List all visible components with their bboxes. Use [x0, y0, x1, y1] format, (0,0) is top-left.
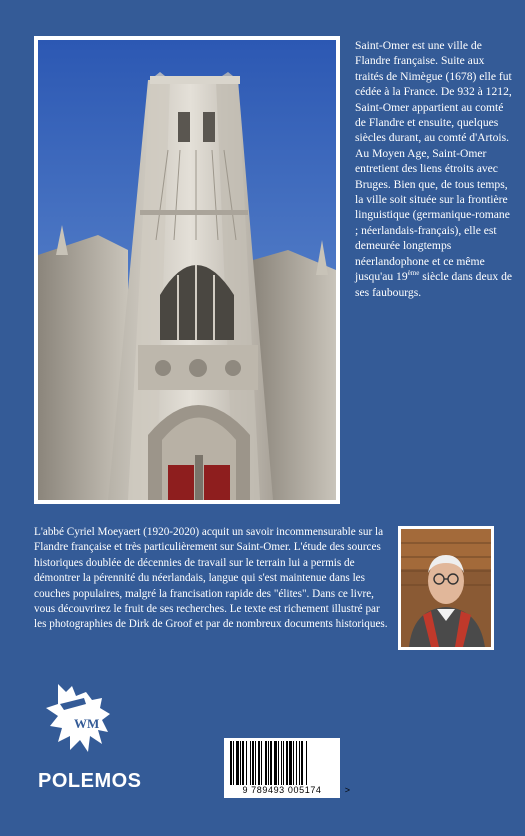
barcode-bar: [258, 741, 260, 785]
barcode-bar: [270, 741, 272, 785]
barcode-bar: [252, 741, 254, 785]
barcode-bar: [265, 741, 267, 785]
cathedral-illustration: [38, 40, 336, 500]
barcode-bar: [240, 741, 241, 785]
barcode-bar: [255, 741, 256, 785]
barcode-bar: [289, 741, 292, 785]
barcode-bar: [296, 741, 297, 785]
author-biography: L'abbé Cyriel Moeyaert (1920-2020) acquit un savoir incommensurable sur la Flandre française et très particulièrement sur Saint-Omer. L'étude des sources historiques doublée de décennies de travail sur le terrain lui a permis de démontrer la pérennité du néerlandais, langue qui s'est maintenue dans les couches populaires, malgré la francisation rapide des "élites". Dans ce livre, vous découvrirez le fruit de ses recherches. Le texte est richement illustré par les photographies de Dirk de Groof et par de nombreux documents historiques.: [34, 526, 388, 631]
publisher-name: [38, 770, 142, 793]
barcode-bar: [274, 741, 277, 785]
barcode-bar: [293, 741, 294, 785]
barcode-bar: [230, 741, 232, 785]
summary-text-end: siècle dans deux de ses faubourgs.: [355, 270, 513, 299]
isbn-end-mark: >: [344, 785, 350, 795]
barcode-bar: [278, 741, 279, 785]
summary-superscript: ème: [407, 269, 420, 278]
lion-rampant-icon: [40, 678, 122, 756]
back-cover-summary: [355, 38, 513, 300]
barcode-bar: [286, 741, 288, 785]
barcode-bar: [236, 741, 239, 785]
author-portrait: [401, 529, 491, 647]
author-portrait-frame: [398, 526, 494, 650]
barcode-bar: [261, 741, 262, 785]
barcode-bars: [230, 741, 334, 785]
barcode-bar: [242, 741, 244, 785]
barcode-bar: [306, 741, 307, 785]
summary-text: Saint-Omer est une ville de Flandre française. Suite aux traités de Nimègue (1678) elle fut cédée à la France. De 932 à 1212, Saint-Omer appartient au comté de Flandre et ensuite, quelques siècles durant, au comté d'Artois. Au Moyen Age, Saint-Omer entretient des liens étroits avec Bruges. Bien que, de tous temps, la ville soit située sur la frontière linguistique (germanique-romane ; néerlandais-français), elle est demeurée longtemps néerlandophone et ce même jusqu'au 19: [355, 39, 512, 284]
publisher-name-suffix: LEMOS: [67, 770, 142, 792]
publisher-name-mark: O: [51, 770, 68, 792]
cathedral-tower-photo: [38, 40, 336, 500]
barcode-bar: [301, 741, 303, 785]
barcode-bar: [250, 741, 251, 785]
barcode-bar: [233, 741, 234, 785]
cover-photo-frame: [34, 36, 340, 504]
barcode-bar: [268, 741, 269, 785]
barcode-bar: [281, 741, 282, 785]
publisher-name-prefix: P: [38, 770, 52, 792]
isbn-number: 9 789493 005174: [242, 785, 322, 795]
barcode-bar: [299, 741, 300, 785]
publisher-logo: [40, 678, 122, 761]
logo-letters: WM: [74, 716, 100, 731]
barcode-bar: [283, 741, 284, 785]
isbn-barcode: [224, 738, 350, 798]
author-portrait-illustration: [401, 529, 491, 647]
barcode-bar: [246, 741, 247, 785]
